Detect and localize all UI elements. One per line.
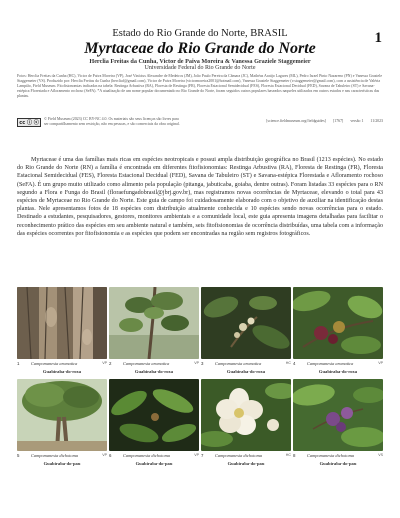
common-name: Guabiraba-do-roxa xyxy=(42,369,82,374)
species-name: Campomanesia aromatica xyxy=(123,361,170,366)
common-name: Guabiraba-do-roxa xyxy=(226,369,266,374)
photo-card xyxy=(109,287,199,374)
species-name: Campomanesia dichotoma xyxy=(123,453,170,458)
flower-buds-photo-icon xyxy=(201,287,291,359)
header xyxy=(0,0,400,70)
photo-card xyxy=(17,287,107,374)
institution: Universidade Federal do Rio Grande do Norte xyxy=(144,65,256,71)
fruit-photo-icon xyxy=(293,287,383,359)
region-title: Estado do Rio Grande do Norte, BRASIL xyxy=(112,28,288,39)
guide-date: 11/2023 xyxy=(370,119,383,123)
photo-card xyxy=(293,379,383,466)
cc-license-icon: cc ⓘ ⓢ xyxy=(17,118,41,127)
photo-number: 7 xyxy=(201,453,204,458)
common-name: Guabiraba-do-roxa xyxy=(318,369,358,374)
photo-number: 6 xyxy=(109,453,112,458)
page-number: 1 xyxy=(374,30,382,46)
photo-number: 5 xyxy=(17,453,20,458)
photo-card xyxy=(201,379,291,466)
photo-credits: Fotos: Herclia Freitas da Cunha (HC), Victor de Paiva Moreira (VP), José Vinícius Alexandre de Medeiros (JM), João Paulo Pereira da Câmara (JC), Mathéus Araújo Lagares (ML), Pedro Israel Pinto Nazareno (PN) e Vanessa Graziele Staggemeier (VS). Produzido por: Herclia Freitas da Cunha (hercliaf@gmail.com), Victor de Paiva Moreira (victormoreira2001@hotmail.com), Vanessa Graziele Staggemeier (v.staggemeier@gmail.com), com a assistência de Valéria Lampião, Field Museum. Fitofisionomias indicadas na tabela: Restinga Arbustiva (RA), Floresta de Restinga (FR), Floresta Estacional Semidecidual (FES), Floresta Estacional Decidual (FED), Savana de Tabuleiro (ST) e Savana-estépica Florestada e Afloramento rochoso (SeFA). *A atualização de um nome popular documentado no Rio Grande do Norte, foram seguidos outros populares baseados naqueles utilizados em outros estados e nas características das plantas. xyxy=(17,74,383,98)
photographer-tag: VP xyxy=(102,361,107,365)
common-name: Guabiraba-do-pau xyxy=(319,461,357,466)
photographer-tag: VP xyxy=(102,453,107,457)
photographer-tag: VS xyxy=(378,453,383,457)
photo-card xyxy=(201,287,291,374)
species-name: Campomanesia aromatica xyxy=(31,361,78,366)
photographer-tag: HC xyxy=(285,453,291,457)
guide-meta xyxy=(222,119,383,123)
license-text: © Field Museum (2023) CC BY-NC 4.0. Os materiais são seus licenças são livres para ser compartilhamento sem restrição, não em pessoas, e são comerciais da obra original. xyxy=(44,117,180,126)
bark-photo-icon xyxy=(17,287,107,359)
photographer-tag: VP xyxy=(194,453,199,457)
species-name: Campomanesia aromatica xyxy=(307,361,354,366)
photographer-tag: VP xyxy=(378,361,383,365)
photo-number: 4 xyxy=(293,361,296,366)
guide-version: versão 1 xyxy=(350,119,364,123)
photo-number: 3 xyxy=(201,361,204,366)
photo-card xyxy=(109,379,199,466)
photo-card xyxy=(17,379,107,466)
photographer-tag: HC xyxy=(285,361,291,365)
common-name: Guabiraba-do-pau xyxy=(43,461,81,466)
abstract: Myrtaceae é uma das famílias mais ricas em espécies neotropicais e possui ampla distribuição geográfica no Brasil (1213 espécies). No estado do Rio Grande do Norte (RN) a família é encontrada em diferentes fitofisionomias: Restinga Arbustiva (RA), Floresta de Restinga (FR), Floresta Estacional Semidecidual (FES), Floresta Estacional Decidual (FED), Savana de Tabuleiro (ST) e Savana-estépica Florestada e Afloramento rochoso (SeFA). É um grupo muito utilizado como alimento pela população (pitanga, jabuticaba, goiaba, dentre outras). Foram listadas 33 espécies para o RN segundo a Flora e Funga do Brasil (floraefungadobrasil@jbrj.gov.br), mas registramos novas ocorrências de Myrtaceae, elevando o total para 43 espécies de Myrtaceae no Rio Grande do Norte. Este guia de campo foi cuidadosamente elaborado com o objetivo de auxiliar na identificação destas plantas. Nele apresentamos fotos de 18 espécies com distribuição atualmente conhecida e 10 espécies sendo novas ocorrências para o estado. Destinado a estudantes, pesquisadores, gestores, monitores ambientais e a comunidade local, este guia apresenta imagens detalhadas para facilitar o reconhecimento prático das espécies em seu ambiente natural e também, seis fitofisionomias de ocorrência distribuídas, uma tabela com a informação das espécies ocorrentes por fitofisionomia e as espécies que podem ser encontradas na região sem registros fotográficos. xyxy=(17,157,383,237)
photographer-tag: VP xyxy=(194,361,199,365)
common-name: Guabiraba-do-pau xyxy=(135,461,173,466)
guide-site-link[interactable]: [science.fieldmuseum.org/fieldguides] xyxy=(266,119,326,123)
white-flower-photo-icon xyxy=(201,379,291,451)
photo-number: 1 xyxy=(17,361,20,366)
leaves-photo-icon xyxy=(109,379,199,451)
tree-photo-icon xyxy=(17,379,107,451)
photo-number: 2 xyxy=(109,361,112,366)
species-name: Campomanesia aromatica xyxy=(215,361,262,366)
authors: Herclia Freitas da Cunha, Victor de Paiva Moreira & Vanessa Graziele Staggemeier xyxy=(89,58,311,65)
page-title: Myrtaceae do Rio Grande do Norte xyxy=(84,40,316,57)
license-row xyxy=(17,117,383,131)
species-name: Campomanesia dichotoma xyxy=(307,453,354,458)
species-name: Campomanesia dichotoma xyxy=(31,453,78,458)
guide-id: [1767] xyxy=(332,119,344,123)
species-name: Campomanesia dichotoma xyxy=(215,453,262,458)
photo-card xyxy=(293,287,383,374)
foliage-photo-icon xyxy=(109,287,199,359)
common-name: Guabiraba-do-pau xyxy=(227,461,265,466)
common-name: Guabiraba-do-roxa xyxy=(134,369,174,374)
purple-fruit-photo-icon xyxy=(293,379,383,451)
photo-number: 8 xyxy=(293,453,296,458)
